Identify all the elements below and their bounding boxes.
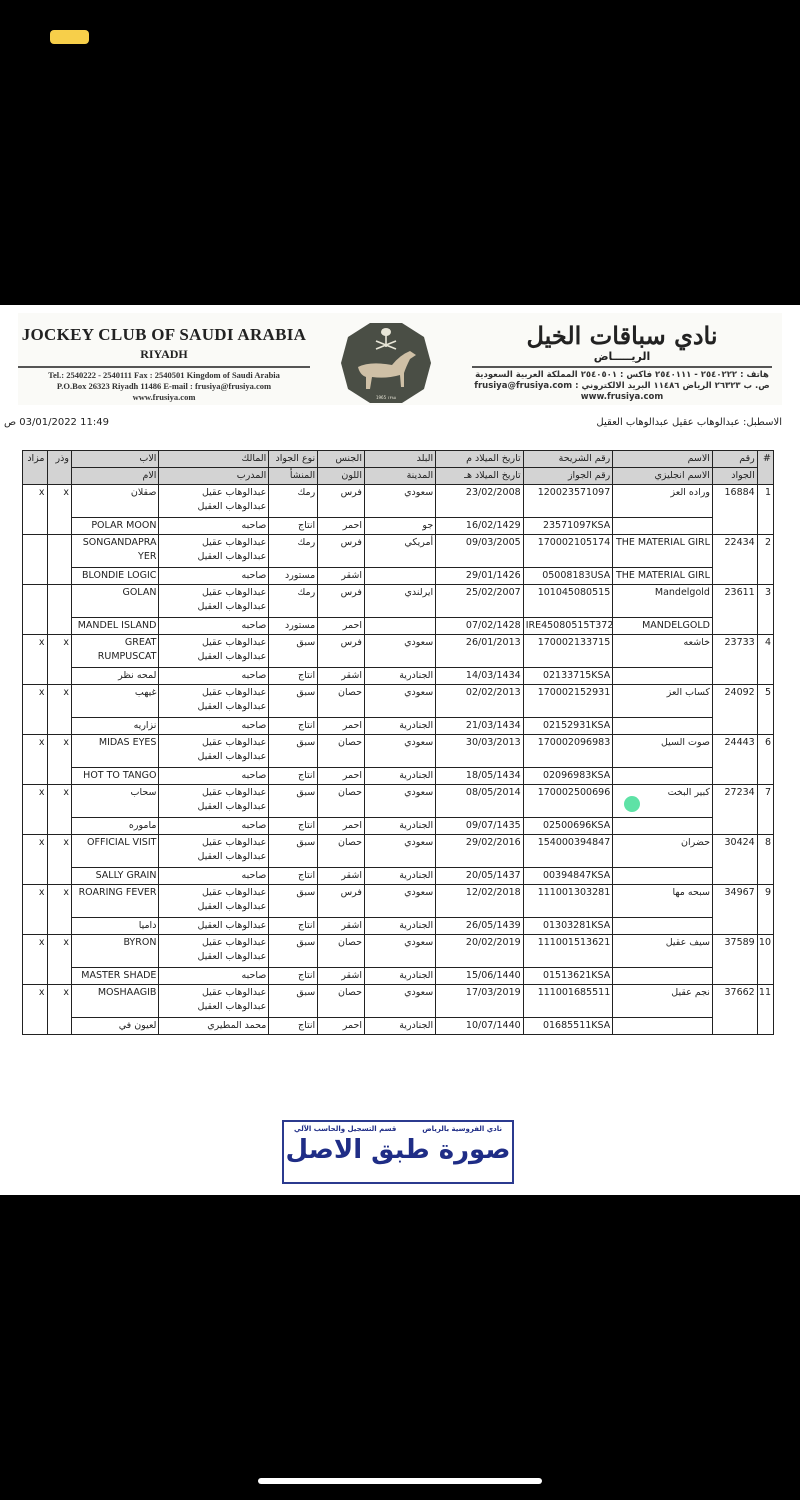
table-row bbox=[23, 735, 774, 768]
horse-name-cell: خاشعه bbox=[613, 635, 713, 668]
horse-type-cell: سبق bbox=[269, 635, 318, 668]
color-cell: احمر bbox=[318, 518, 365, 535]
english-name-cell bbox=[613, 968, 713, 985]
country-cell: سعودي bbox=[364, 735, 435, 768]
horse-name-cell: Mandelgold bbox=[613, 585, 713, 618]
header-type: نوع الجواد bbox=[269, 451, 318, 468]
sire-cell: GREAT RUMPUSCAT bbox=[71, 635, 159, 668]
dam-cell: SALLY GRAIN bbox=[71, 868, 159, 885]
table-row-sub bbox=[23, 818, 774, 835]
sex-cell: فرس bbox=[318, 585, 365, 618]
table-row-sub bbox=[23, 668, 774, 685]
owner-cell: عبدالوهاب عقيل عبدالوهاب العقيل bbox=[159, 535, 269, 568]
row-index-cell: 8 bbox=[757, 835, 773, 885]
color-cell: اشقر bbox=[318, 918, 365, 935]
header-chip: رقم الشريحة bbox=[523, 451, 613, 468]
country-cell: سعودي bbox=[364, 935, 435, 968]
website-ar: www.frusiya.com bbox=[580, 392, 664, 402]
dam-cell: POLAR MOON bbox=[71, 518, 159, 535]
origin-cell: مستورد bbox=[269, 618, 318, 635]
dam-cell: لمحه نظر bbox=[71, 668, 159, 685]
country-cell: سعودي bbox=[364, 785, 435, 818]
table-row-sub bbox=[23, 968, 774, 985]
horse-type-cell: سبق bbox=[269, 935, 318, 968]
sire-cell: صقلان bbox=[71, 485, 159, 518]
owner-cell: عبدالوهاب عقيل عبدالوهاب العقيل bbox=[159, 835, 269, 868]
birth-date-cell: 08/05/2014 bbox=[436, 785, 524, 818]
header-index: # bbox=[757, 451, 773, 485]
passport-number-cell: 23571097KSA bbox=[523, 518, 613, 535]
horse-name-cell: حضران bbox=[613, 835, 713, 868]
auction-flag-cell: x bbox=[23, 935, 48, 985]
owner-cell: عبدالوهاب عقيل عبدالوهاب العقيل bbox=[159, 885, 269, 918]
city-cell: الجنادرية bbox=[364, 818, 435, 835]
report-meta bbox=[0, 417, 800, 435]
chip-number-cell: 170002133715 bbox=[523, 635, 613, 668]
trainer-cell: صاحبه bbox=[159, 618, 269, 635]
header-sire: الاب bbox=[71, 451, 159, 468]
trainer-cell: صاحبه bbox=[159, 518, 269, 535]
english-name-cell bbox=[613, 718, 713, 735]
header-w: وذر bbox=[47, 451, 71, 485]
color-cell: احمر bbox=[318, 818, 365, 835]
hijri-birth-date-cell: 09/07/1435 bbox=[436, 818, 524, 835]
contact-line-ar-2: ص. ب ٢٦٣٢٣ الرياض ١١٤٨٦ البريد الالكتروني : frusiya@frusiya.com bbox=[474, 381, 770, 391]
origin-cell: انتاج bbox=[269, 718, 318, 735]
english-name-cell bbox=[613, 768, 713, 785]
table-row-sub bbox=[23, 768, 774, 785]
english-name-cell bbox=[613, 518, 713, 535]
sex-cell: فرس bbox=[318, 635, 365, 668]
row-index-cell: 11 bbox=[757, 985, 773, 1035]
dam-cell: HOT TO TANGO bbox=[71, 768, 159, 785]
english-name-cell: THE MATERIAL GIRL bbox=[613, 568, 713, 585]
birth-date-cell: 17/03/2019 bbox=[436, 985, 524, 1018]
owner-cell: عبدالوهاب عقيل عبدالوهاب العقيل bbox=[159, 635, 269, 668]
row-index-cell: 10 bbox=[757, 935, 773, 985]
horse-id-cell: 37589 bbox=[712, 935, 757, 985]
english-name-cell bbox=[613, 868, 713, 885]
city-cell: الجنادرية bbox=[364, 1018, 435, 1035]
hijri-birth-date-cell: 21/03/1434 bbox=[436, 718, 524, 735]
w-flag-cell: x bbox=[47, 685, 71, 735]
birth-date-cell: 20/02/2019 bbox=[436, 935, 524, 968]
color-cell: اشقر bbox=[318, 968, 365, 985]
horse-name-cell: صوت السيل bbox=[613, 735, 713, 768]
horse-name-cell: سيف عقيل bbox=[613, 935, 713, 968]
chip-number-cell: 170002105174 bbox=[523, 535, 613, 568]
stamp-dept: قسم التسجيل والحاسب الآلي bbox=[294, 1125, 397, 1133]
table-row bbox=[23, 635, 774, 668]
letterhead bbox=[18, 313, 782, 405]
trainer-cell: صاحبه bbox=[159, 868, 269, 885]
horse-type-cell: سبق bbox=[269, 985, 318, 1018]
contact-line-ar-1: هاتف : ٢٥٤٠٢٢٢ - ٢٥٤٠١١١ فاكس : ٢٥٤٠٥٠١ المملكة العربية السعودية bbox=[475, 370, 769, 380]
header-dob-hijri: تاريخ الميلاد هـ bbox=[436, 468, 524, 485]
horse-id-cell: 22434 bbox=[712, 535, 757, 585]
horse-name-cell: كبير البخت bbox=[613, 785, 713, 818]
horse-name-cell: وراده العز bbox=[613, 485, 713, 518]
header-origin: المنشأ bbox=[269, 468, 318, 485]
owner-cell: عبدالوهاب عقيل عبدالوهاب العقيل bbox=[159, 485, 269, 518]
country-cell: سعودي bbox=[364, 985, 435, 1018]
auction-flag-cell: x bbox=[23, 485, 48, 535]
sex-cell: حصان bbox=[318, 785, 365, 818]
sex-cell: حصان bbox=[318, 735, 365, 768]
row-index-cell: 5 bbox=[757, 685, 773, 735]
hijri-birth-date-cell: 15/06/1440 bbox=[436, 968, 524, 985]
owner-cell: عبدالوهاب عقيل عبدالوهاب العقيل bbox=[159, 935, 269, 968]
sire-cell: OFFICIAL VISIT bbox=[71, 835, 159, 868]
sex-cell: حصان bbox=[318, 935, 365, 968]
origin-cell: انتاج bbox=[269, 768, 318, 785]
passport-number-cell: 02096983KSA bbox=[523, 768, 613, 785]
trainer-cell: عبدالوهاب العقيل bbox=[159, 918, 269, 935]
horse-id-cell: 24092 bbox=[712, 685, 757, 735]
horse-name-cell: كساب العز bbox=[613, 685, 713, 718]
passport-number-cell: 02133715KSA bbox=[523, 668, 613, 685]
owner-cell: عبدالوهاب عقيل عبدالوهاب العقيل bbox=[159, 685, 269, 718]
row-index-cell: 4 bbox=[757, 635, 773, 685]
color-cell: احمر bbox=[318, 618, 365, 635]
header-name: الاسم bbox=[613, 451, 713, 468]
w-flag-cell: x bbox=[47, 885, 71, 935]
hijri-birth-date-cell: 20/05/1437 bbox=[436, 868, 524, 885]
table-row-sub bbox=[23, 618, 774, 635]
horse-type-cell: سبق bbox=[269, 885, 318, 918]
chip-number-cell: 170002500696 bbox=[523, 785, 613, 818]
home-indicator[interactable] bbox=[258, 1478, 542, 1484]
table-row bbox=[23, 885, 774, 918]
w-flag-cell bbox=[47, 535, 71, 585]
country-cell: سعودي bbox=[364, 635, 435, 668]
passport-number-cell: IRE45080515T372 bbox=[523, 618, 613, 635]
sex-cell: حصان bbox=[318, 985, 365, 1018]
sex-cell: فرس bbox=[318, 535, 365, 568]
table-body bbox=[23, 485, 774, 1035]
row-index-cell: 2 bbox=[757, 535, 773, 585]
w-flag-cell: x bbox=[47, 635, 71, 685]
english-name-cell bbox=[613, 1018, 713, 1035]
auction-flag-cell: x bbox=[23, 785, 48, 835]
sire-cell: SONGANDAPRA YER bbox=[71, 535, 159, 568]
english-name-cell bbox=[613, 668, 713, 685]
horse-type-cell: رمك bbox=[269, 485, 318, 518]
header-row-2 bbox=[23, 468, 774, 485]
country-cell: سعودي bbox=[364, 485, 435, 518]
letterhead-arabic bbox=[472, 321, 772, 403]
horse-type-cell: سبق bbox=[269, 835, 318, 868]
owner-cell: عبدالوهاب عقيل عبدالوهاب العقيل bbox=[159, 735, 269, 768]
w-flag-cell: x bbox=[47, 485, 71, 535]
trainer-cell: صاحبه bbox=[159, 768, 269, 785]
chip-number-cell: 170002096983 bbox=[523, 735, 613, 768]
origin-cell: انتاج bbox=[269, 668, 318, 685]
header-id: رقم bbox=[712, 451, 757, 468]
club-name-ar: نادي سباقات الخيل bbox=[526, 321, 718, 350]
passport-number-cell: 02500696KSA bbox=[523, 818, 613, 835]
trainer-cell: صاحبه bbox=[159, 718, 269, 735]
country-cell: سعودي bbox=[364, 685, 435, 718]
row-index-cell: 7 bbox=[757, 785, 773, 835]
city-cell: الجنادرية bbox=[364, 868, 435, 885]
letterhead-english bbox=[18, 325, 310, 403]
country-cell: ايرلندي bbox=[364, 585, 435, 618]
header-auction: مزاد bbox=[23, 451, 48, 485]
horse-id-cell: 27234 bbox=[712, 785, 757, 835]
origin-cell: انتاج bbox=[269, 918, 318, 935]
birth-date-cell: 30/03/2013 bbox=[436, 735, 524, 768]
passport-number-cell: 01513621KSA bbox=[523, 968, 613, 985]
auction-flag-cell: x bbox=[23, 985, 48, 1035]
header-passport: رقم الجواز bbox=[523, 468, 613, 485]
horse-name-cell: سبحه مها bbox=[613, 885, 713, 918]
w-flag-cell: x bbox=[47, 985, 71, 1035]
color-cell: اشقر bbox=[318, 868, 365, 885]
horse-type-cell: سبق bbox=[269, 685, 318, 718]
horse-type-cell: رمك bbox=[269, 585, 318, 618]
sire-cell: GOLAN bbox=[71, 585, 159, 618]
horse-type-cell: سبق bbox=[269, 735, 318, 768]
horse-name-cell: نجم عقيل bbox=[613, 985, 713, 1018]
auction-flag-cell: x bbox=[23, 735, 48, 785]
dam-cell: نزاريه bbox=[71, 718, 159, 735]
w-flag-cell: x bbox=[47, 835, 71, 885]
birth-date-cell: 25/02/2007 bbox=[436, 585, 524, 618]
city-cell: الجنادرية bbox=[364, 768, 435, 785]
passport-number-cell: 05008183USA bbox=[523, 568, 613, 585]
horse-id-cell: 16884 bbox=[712, 485, 757, 535]
row-index-cell: 3 bbox=[757, 585, 773, 635]
hijri-birth-date-cell: 18/05/1434 bbox=[436, 768, 524, 785]
header-dob: تاريخ الميلاد م bbox=[436, 451, 524, 468]
table-row bbox=[23, 935, 774, 968]
hijri-birth-date-cell: 29/01/1426 bbox=[436, 568, 524, 585]
horses-table bbox=[22, 450, 774, 1035]
certified-copy-stamp bbox=[282, 1120, 514, 1184]
sire-cell: ROARING FEVER bbox=[71, 885, 159, 918]
color-cell: احمر bbox=[318, 768, 365, 785]
trainer-cell: صاحبه bbox=[159, 568, 269, 585]
table-row-sub bbox=[23, 718, 774, 735]
dam-cell: MANDEL ISLAND bbox=[71, 618, 159, 635]
birth-date-cell: 02/02/2013 bbox=[436, 685, 524, 718]
sex-cell: فرس bbox=[318, 885, 365, 918]
sex-cell: فرس bbox=[318, 485, 365, 518]
table-row bbox=[23, 535, 774, 568]
row-index-cell: 6 bbox=[757, 735, 773, 785]
city-cell: الجنادرية bbox=[364, 918, 435, 935]
table-row bbox=[23, 785, 774, 818]
origin-cell: انتاج bbox=[269, 818, 318, 835]
owner-cell: عبدالوهاب عقيل عبدالوهاب العقيل bbox=[159, 585, 269, 618]
birth-date-cell: 26/01/2013 bbox=[436, 635, 524, 668]
city-cell: الجنادرية bbox=[364, 668, 435, 685]
trainer-cell: صاحبه bbox=[159, 968, 269, 985]
color-cell: احمر bbox=[318, 718, 365, 735]
club-city-en: RIYADH bbox=[140, 347, 188, 361]
header-trainer: المدرب bbox=[159, 468, 269, 485]
passport-number-cell: 00394847KSA bbox=[523, 868, 613, 885]
w-flag-cell: x bbox=[47, 785, 71, 835]
owner-cell: عبدالوهاب عقيل عبدالوهاب العقيل bbox=[159, 985, 269, 1018]
header-color: اللون bbox=[318, 468, 365, 485]
dam-cell: داميا bbox=[71, 918, 159, 935]
trainer-cell: صاحبه bbox=[159, 818, 269, 835]
sire-cell: MIDAS EYES bbox=[71, 735, 159, 768]
header-country: البلد bbox=[364, 451, 435, 468]
sire-cell: غيهب bbox=[71, 685, 159, 718]
horse-emblem-icon bbox=[340, 321, 432, 405]
chip-number-cell: 101045080515 bbox=[523, 585, 613, 618]
dam-cell: MASTER SHADE bbox=[71, 968, 159, 985]
chip-number-cell: 154000394847 bbox=[523, 835, 613, 868]
header-owner: المالك bbox=[159, 451, 269, 468]
website-en: www.frusiya.com bbox=[132, 392, 196, 402]
header-name-en: الاسم انجليزي bbox=[613, 468, 713, 485]
report-datetime: 11:49 03/01/2022 ص bbox=[4, 417, 109, 428]
country-cell: سعودي bbox=[364, 835, 435, 868]
table-row-sub bbox=[23, 918, 774, 935]
club-name-en: JOCKEY CLUB OF SAUDI ARABIA bbox=[21, 325, 307, 344]
header-id-2: الجواد bbox=[712, 468, 757, 485]
svg-text:1965 ١٣٨٥: 1965 ١٣٨٥ bbox=[375, 395, 397, 400]
status-indicator-pill bbox=[50, 30, 89, 44]
hijri-birth-date-cell: 26/05/1439 bbox=[436, 918, 524, 935]
origin-cell: انتاج bbox=[269, 1018, 318, 1035]
auction-flag-cell: x bbox=[23, 835, 48, 885]
passport-number-cell: 01303281KSA bbox=[523, 918, 613, 935]
color-cell: اشقر bbox=[318, 568, 365, 585]
table-row bbox=[23, 835, 774, 868]
header-city: المدينة bbox=[364, 468, 435, 485]
english-name-cell: MANDELGOLD bbox=[613, 618, 713, 635]
english-name-cell bbox=[613, 918, 713, 935]
auction-flag-cell: x bbox=[23, 885, 48, 935]
horse-type-cell: سبق bbox=[269, 785, 318, 818]
trainer-cell: محمد المطيري bbox=[159, 1018, 269, 1035]
trainer-cell: صاحبه bbox=[159, 668, 269, 685]
table-row bbox=[23, 485, 774, 518]
origin-cell: انتاج bbox=[269, 968, 318, 985]
stable-name: الاسطبل: عبدالوهاب عقيل عبدالوهاب العقيل bbox=[596, 417, 782, 428]
chip-number-cell: 111001685511 bbox=[523, 985, 613, 1018]
dam-cell: BLONDIE LOGIC bbox=[71, 568, 159, 585]
chip-number-cell: 120023571097 bbox=[523, 485, 613, 518]
hijri-birth-date-cell: 14/03/1434 bbox=[436, 668, 524, 685]
horse-id-cell: 24443 bbox=[712, 735, 757, 785]
chip-number-cell: 170002152931 bbox=[523, 685, 613, 718]
stamp-text: صورة طبق الاصل bbox=[285, 1135, 511, 1165]
owner-cell: عبدالوهاب عقيل عبدالوهاب العقيل bbox=[159, 785, 269, 818]
passport-number-cell: 01685511KSA bbox=[523, 1018, 613, 1035]
sex-cell: حصان bbox=[318, 835, 365, 868]
country-cell: سعودي bbox=[364, 885, 435, 918]
city-cell bbox=[364, 568, 435, 585]
contact-line-en-1: Tel.: 2540222 - 2540111 Fax : 2540501 Kingdom of Saudi Arabia bbox=[48, 370, 280, 380]
city-cell: الجنادرية bbox=[364, 968, 435, 985]
color-cell: اشقر bbox=[318, 668, 365, 685]
city-cell bbox=[364, 618, 435, 635]
w-flag-cell: x bbox=[47, 735, 71, 785]
contact-line-en-2: P.O.Box 26323 Riyadh 11486 E-mail : frusiya@frusiya.com bbox=[56, 381, 272, 391]
origin-cell: انتاج bbox=[269, 518, 318, 535]
origin-cell: مستورد bbox=[269, 568, 318, 585]
table-row-sub bbox=[23, 568, 774, 585]
header-dam: الام bbox=[71, 468, 159, 485]
horse-id-cell: 30424 bbox=[712, 835, 757, 885]
horse-name-cell: THE MATERIAL GIRL bbox=[613, 535, 713, 568]
birth-date-cell: 29/02/2016 bbox=[436, 835, 524, 868]
table-row-sub bbox=[23, 1018, 774, 1035]
color-cell: احمر bbox=[318, 1018, 365, 1035]
dam-cell: ماموره bbox=[71, 818, 159, 835]
header-row-1 bbox=[23, 451, 774, 468]
auction-flag-cell bbox=[23, 535, 48, 585]
row-index-cell: 1 bbox=[757, 485, 773, 535]
birth-date-cell: 23/02/2008 bbox=[436, 485, 524, 518]
horse-type-cell: رمك bbox=[269, 535, 318, 568]
sex-cell: حصان bbox=[318, 685, 365, 718]
row-index-cell: 9 bbox=[757, 885, 773, 935]
table-row bbox=[23, 685, 774, 718]
country-cell: أمريكي bbox=[364, 535, 435, 568]
horse-id-cell: 34967 bbox=[712, 885, 757, 935]
passport-number-cell: 02152931KSA bbox=[523, 718, 613, 735]
origin-cell: انتاج bbox=[269, 868, 318, 885]
auction-flag-cell bbox=[23, 585, 48, 635]
w-flag-cell: x bbox=[47, 935, 71, 985]
horse-id-cell: 23733 bbox=[712, 635, 757, 685]
horse-id-cell: 23611 bbox=[712, 585, 757, 635]
birth-date-cell: 09/03/2005 bbox=[436, 535, 524, 568]
hijri-birth-date-cell: 10/07/1440 bbox=[436, 1018, 524, 1035]
w-flag-cell bbox=[47, 585, 71, 635]
dam-cell: لعيون في bbox=[71, 1018, 159, 1035]
horse-id-cell: 37662 bbox=[712, 985, 757, 1035]
sire-cell: سحاب bbox=[71, 785, 159, 818]
table-row-sub bbox=[23, 868, 774, 885]
sire-cell: MOSHAAGIB bbox=[71, 985, 159, 1018]
sire-cell: BYRON bbox=[71, 935, 159, 968]
hijri-birth-date-cell: 16/02/1429 bbox=[436, 518, 524, 535]
stamp-org: نادي الفروسية بالرياض bbox=[422, 1125, 502, 1133]
auction-flag-cell: x bbox=[23, 635, 48, 685]
club-city-ar: الريـــــاض bbox=[593, 350, 651, 363]
header-sex: الجنس bbox=[318, 451, 365, 468]
document-page bbox=[0, 305, 800, 1195]
touch-indicator-dot bbox=[624, 796, 640, 812]
hijri-birth-date-cell: 07/02/1428 bbox=[436, 618, 524, 635]
table-row bbox=[23, 585, 774, 618]
city-cell: الجنادرية bbox=[364, 718, 435, 735]
auction-flag-cell: x bbox=[23, 685, 48, 735]
city-cell: جو bbox=[364, 518, 435, 535]
chip-number-cell: 111001513621 bbox=[523, 935, 613, 968]
english-name-cell bbox=[613, 818, 713, 835]
table-row-sub bbox=[23, 518, 774, 535]
chip-number-cell: 111001303281 bbox=[523, 885, 613, 918]
table-row bbox=[23, 985, 774, 1018]
birth-date-cell: 12/02/2018 bbox=[436, 885, 524, 918]
